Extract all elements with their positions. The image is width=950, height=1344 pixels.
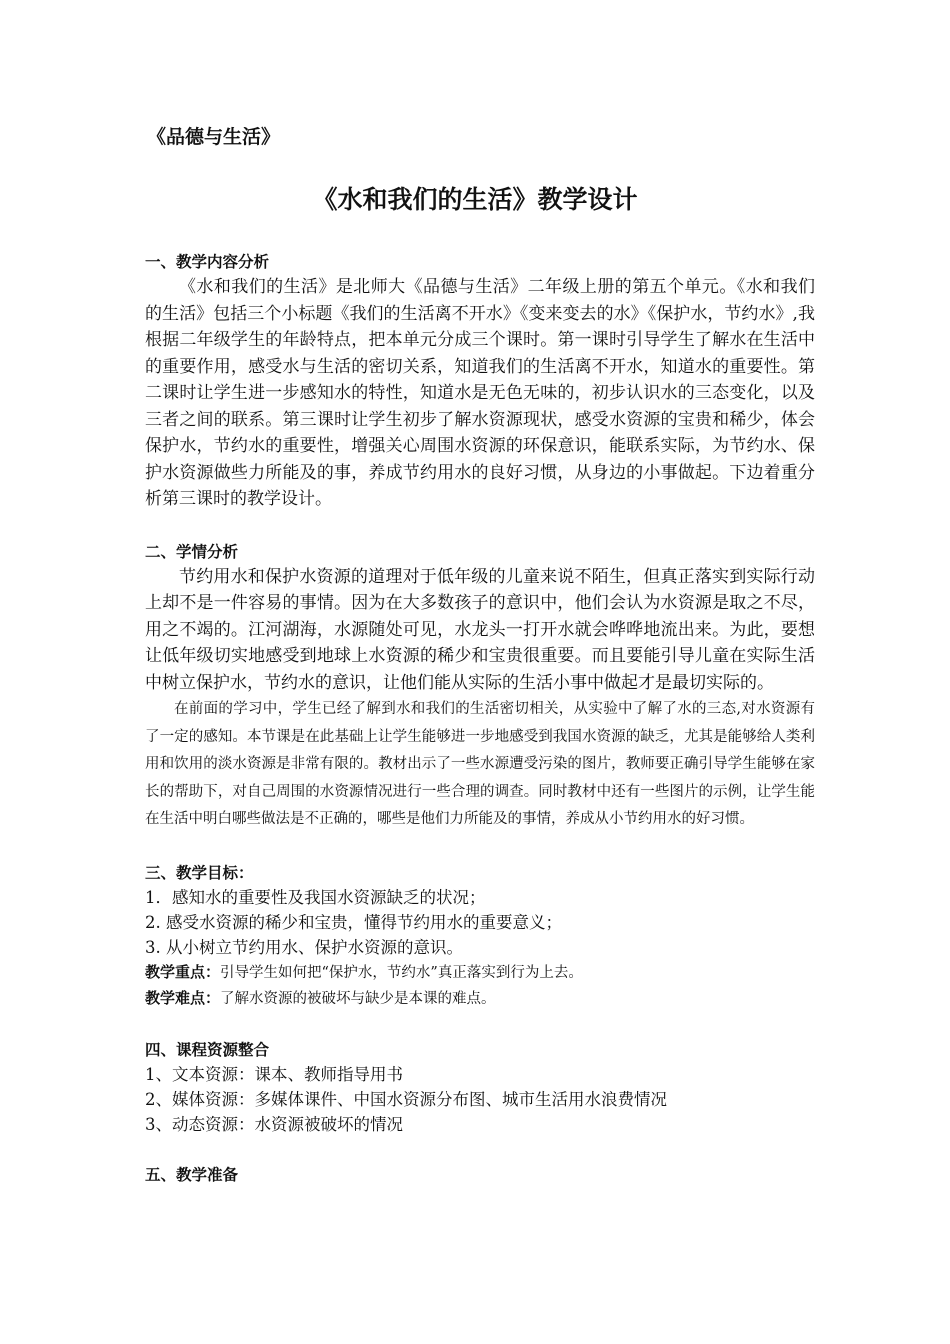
goal-item: 2. 感受水资源的稀少和宝贵，懂得节约用水的重要意义； bbox=[145, 912, 562, 932]
section-heading: 一、教学内容分析 bbox=[145, 253, 270, 271]
key-point-text: 引导学生如何把“保护水，节约水”真正落实到行为上去。 bbox=[220, 964, 583, 981]
section-teaching-goals bbox=[145, 861, 815, 1012]
resource-item: 1、文本资源：课本、教师指导用书 bbox=[145, 1064, 403, 1084]
section-resources bbox=[145, 1038, 815, 1137]
key-point bbox=[145, 960, 815, 986]
key-point-label: 教学重点： bbox=[145, 962, 221, 981]
section-heading: 四、课程资源整合 bbox=[145, 1040, 270, 1059]
difficult-point-label: 教学难点： bbox=[145, 988, 221, 1007]
subject-label: 《品德与生活》 bbox=[147, 126, 281, 148]
goal-item: 3. 从小树立节约用水、保护水资源的意识。 bbox=[145, 937, 463, 957]
section-preparation bbox=[145, 1163, 815, 1187]
section-paragraph: 在前面的学习中，学生已经了解到水和我们的生活密切相关，从实验中了解了水的三态,对水资源有了一定的感知。本节课是在此基础上让学生能够进一步地感受到我国水资源的缺乏，尤其是能够给人类利用和饮用的淡水资源是非常有限的。教材出示了一些水源遭受污染的图片，教师要正确引导学生能够在家长的帮助下，对自己周围的水资源情况进行一些合理的调查。同时教材中还有一些图片的示例，让学生能在生活中明白哪些做法是不正确的，哪些是他们力所能及的事情，养成从小节约用水的好习惯。 bbox=[145, 701, 815, 827]
goal-item: 1．感知水的重要性及我国水资源缺乏的状况； bbox=[145, 887, 486, 907]
resource-item: 2、媒体资源：多媒体课件、中国水资源分布图、城市生活用水浪费情况 bbox=[145, 1089, 667, 1109]
section-paragraph: 《水和我们的生活》是北师大《品德与生活》二年级上册的第五个单元。《水和我们的生活》包括三个小标题《我们的生活离不开水》《变来变去的水》《保护水，节约水》,我根据二年级学生的年龄特点，把本单元分成三个课时。第一课时引导学生了解水在生活中的重要作用，感受水与生活的密切关系，知道我们的生活离不开水，知道水的重要性。第二课时让学生进一步感知水的特性，知道水是无色无味的，初步认识水的三态变化，以及三者之间的联系。第三课时让学生初步了解水资源现状，感受水资源的宝贵和稀少，体会保护水，节约水的重要性，增强关心周围水资源的环保意识，能联系实际，为节约水、保护水资源做些力所能及的事，养成节约用水的良好习惯，从身边的小事做起。下边着重分析第三课时的教学设计。 bbox=[145, 277, 815, 509]
document-title: 《水和我们的生活》教学设计 bbox=[312, 185, 638, 214]
difficult-point-text: 了解水资源的被破坏与缺少是本课的难点。 bbox=[220, 990, 496, 1007]
section-learner-analysis bbox=[145, 540, 815, 834]
difficult-point bbox=[145, 986, 815, 1012]
section-heading: 二、学情分析 bbox=[145, 542, 239, 561]
section-paragraph: 节约用水和保护水资源的道理对于低年级的儿童来说不陌生，但真正落实到实际行动上却不是一件容易的事情。因为在大多数孩子的意识中，他们会认为水资源是取之不尽，用之不竭的。江河湖海，水源随处可见，水龙头一打开水就会哗哗地流出来。为此，要想让低年级切实地感受到地球上水资源的稀少和宝贵很重要。而且要能引导儿童在实际生活中树立保护水，节约水的意识，让他们能从实际的生活小事中做起才是最切实际的。 bbox=[145, 566, 815, 693]
section-content-analysis bbox=[145, 250, 815, 513]
section-heading: 五、教学准备 bbox=[145, 1165, 239, 1184]
section-heading: 三、教学目标： bbox=[145, 863, 254, 882]
document-body bbox=[145, 250, 815, 1187]
resource-item: 3、动态资源：水资源被破坏的情况 bbox=[145, 1114, 403, 1134]
